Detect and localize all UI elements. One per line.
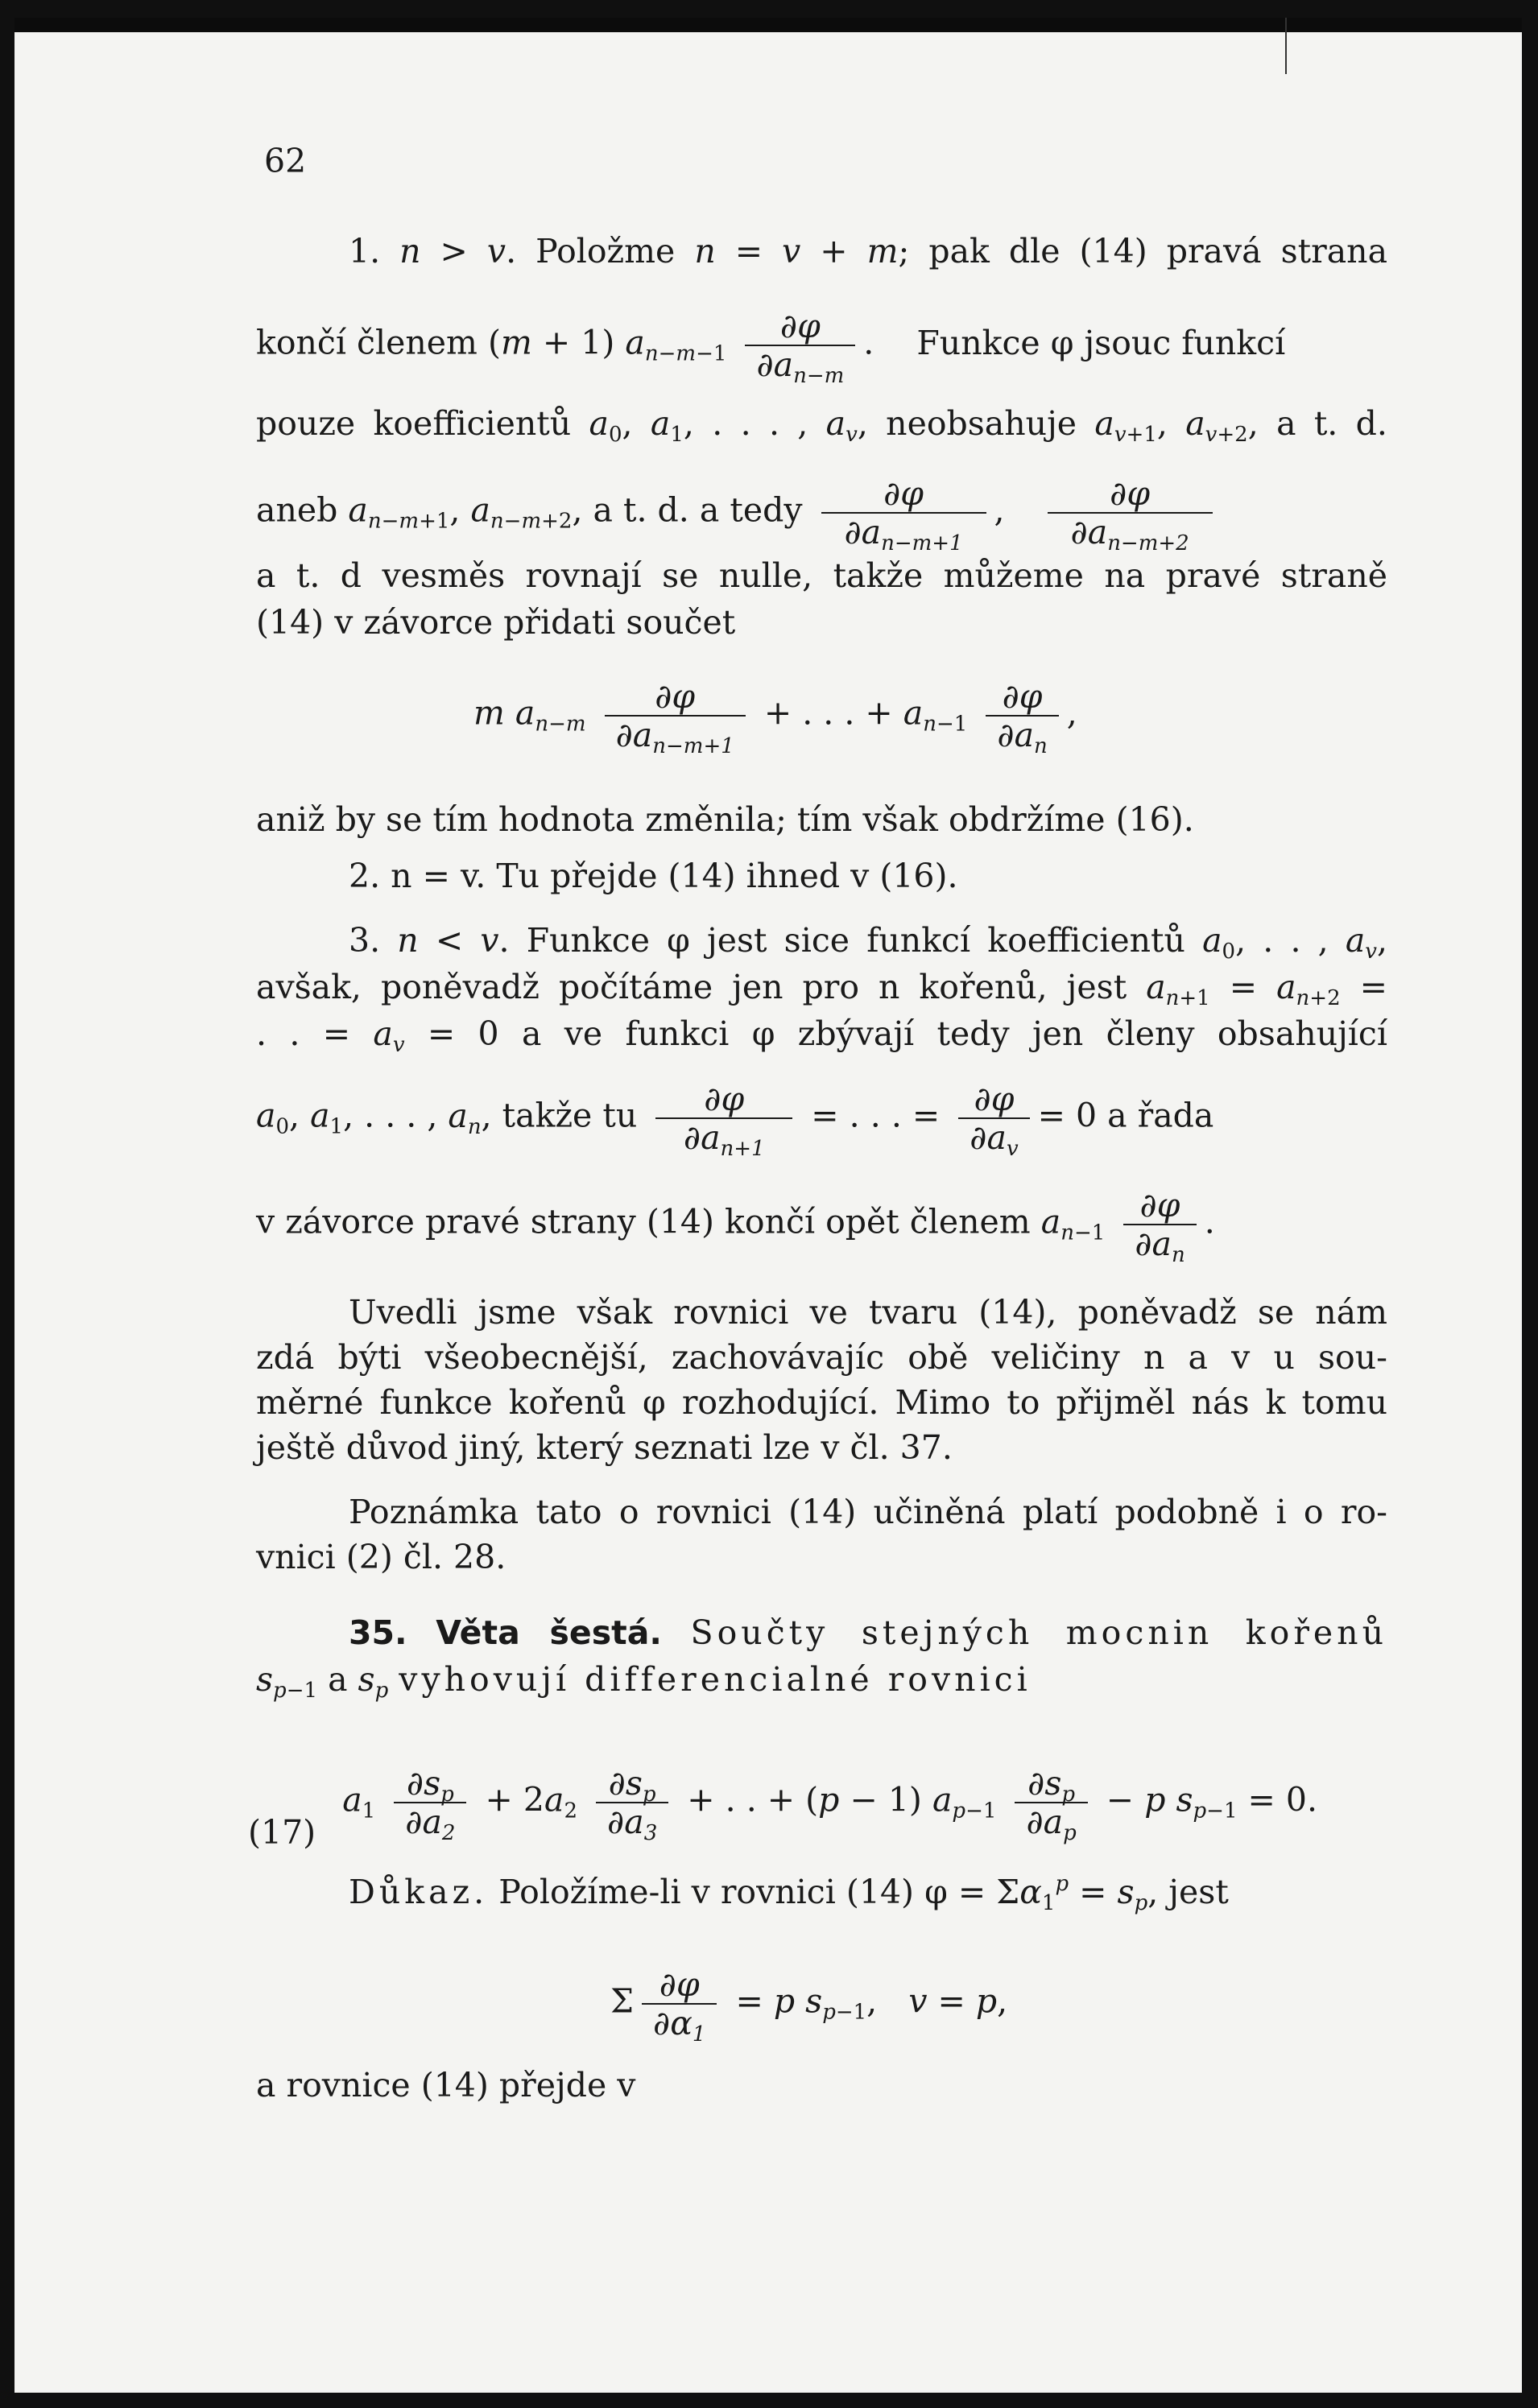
proof-last-line: a rovnice (14) přejde v (256, 2066, 636, 2104)
proof-formula: Σ $\frac{\partial\varphi}{\partial\alpha_1}$ = p $s_{p-1}$, v = p, (610, 1965, 1008, 2047)
case3-line1: 3. n < v. Funkce φ jest sice funkcí koefficientů $a_0$, . . , $a_v$, (349, 921, 1388, 964)
scan-border (14, 18, 1522, 32)
theorem-number: 35. (349, 1613, 407, 1652)
case2-line: 2. n = v. Tu přejde (14) ihned v (16). (349, 857, 958, 895)
case3-line5: v závorce pravé strany (14) končí opět členem $a_{n-1}$ $\frac{\partial\varphi}{\partial a_n}$ . (256, 1186, 1215, 1267)
case1-line7: aniž by se tím hodnota změnila; tím však obdržíme (16). (256, 800, 1194, 839)
case1-line1: 1. n > v. Položme n = v + m; pak dle (14) pravá strana (349, 232, 1388, 271)
equation-17: (17) $a_1$ $\frac{\partial s_p}{\partial a_2}$ + $2a_2$ $\frac{\partial s_p}{\partial a_3}$ + . . + (p − 1) $a_{p-1}$ $\frac{\partial s_p}{\partial a_p}$ − p $s_{p-1} = 0$. (248, 1765, 1317, 1855)
case3-line3: . . = $a_v = 0$ a ve funkci φ zbývají tedy jen členy obsahující (256, 1014, 1387, 1057)
proof-label: Důkaz. (349, 1873, 489, 1911)
page-number: 62 (264, 142, 307, 180)
sum-formula: m $a_{n-m}$ $\frac{\partial\varphi}{\partial a_{n-m+1}}$ + . . . + $a_{n-1}$ $\frac{\partial\varphi}{\partial a_n}$ , (473, 677, 1077, 758)
fraction: $\frac{\partial\varphi}{\partial a_{n-m}}$ (745, 308, 855, 383)
para1-line1: Uvedli jsme však rovnici ve tvaru (14), poněvadž se nám (349, 1293, 1387, 1332)
case1-line3: pouze koefficientů $a_0$, $a_1$, . . . , $a_v$, neobsahuje $a_{v+1}$, $a_{v+2}$, a t. d. (256, 404, 1387, 447)
proof-line: Důkaz. Položíme-li v rovnici (14) $\varphi = \Sigma\alpha_1^p = s_p$, jest (349, 1872, 1229, 1915)
case1-line2: končí členem (m + 1) $a_{n-m-1}$ $\frac{\partial\varphi}{\partial a_{n-m}}$ . Funkce φ jsouc funkcí (256, 307, 1286, 388)
equation-label: (17) (248, 1812, 316, 1852)
theorem-line2: $s_{p-1}$ a $s_p$ vyhovují differencialné rovnici (256, 1660, 1032, 1703)
case1-line6: (14) v závorce přidati součet (256, 603, 736, 642)
case1-line5: a t. d vesměs rovnají se nulle, takže můžeme na pravé straně (256, 556, 1387, 595)
para1-line3: měrné funkce kořenů φ rozhodující. Mimo to přijměl nás k tomu (256, 1383, 1387, 1422)
para2-line2: vnici (2) čl. 28. (256, 1538, 506, 1576)
case1-line4: aneb $a_{n-m+1}$, $a_{n-m+2}$, a t. d. a tedy $\frac{\partial\varphi}{\partial a_{n-m+1}}$ , $\frac{\partial\varphi}{\partial a_{n-m+2}}$ (256, 475, 1387, 551)
scan-mark (1285, 18, 1287, 74)
case3-line4: $a_0$, $a_1$, . . . , $a_n$, takže tu $\frac{\partial\varphi}{\partial a_{n+1}}$ = . . . = $\frac{\partial\varphi}{\partial a_v}$ = 0 a řada (256, 1080, 1214, 1161)
para1-line2: zdá býti všeobecnější, zachovávajíc obě veličiny n a v u sou- (256, 1338, 1387, 1377)
para2-line1: Poznámka tato o rovnici (14) učiněná platí podobně i o ro- (349, 1493, 1387, 1531)
case3-line2: avšak, poněvadž počítáme jen pro n kořenů, jest $a_{n+1} = a_{n+2}$ = (256, 968, 1387, 1010)
page (14, 18, 1522, 2393)
theorem-line1: 35. Věta šestá. Součty stejných mocnin kořenů (349, 1613, 1387, 1652)
para1-line4: ještě důvod jiný, který seznati lze v čl. 37. (256, 1428, 953, 1467)
theorem-title: Věta šestá. (436, 1613, 662, 1652)
